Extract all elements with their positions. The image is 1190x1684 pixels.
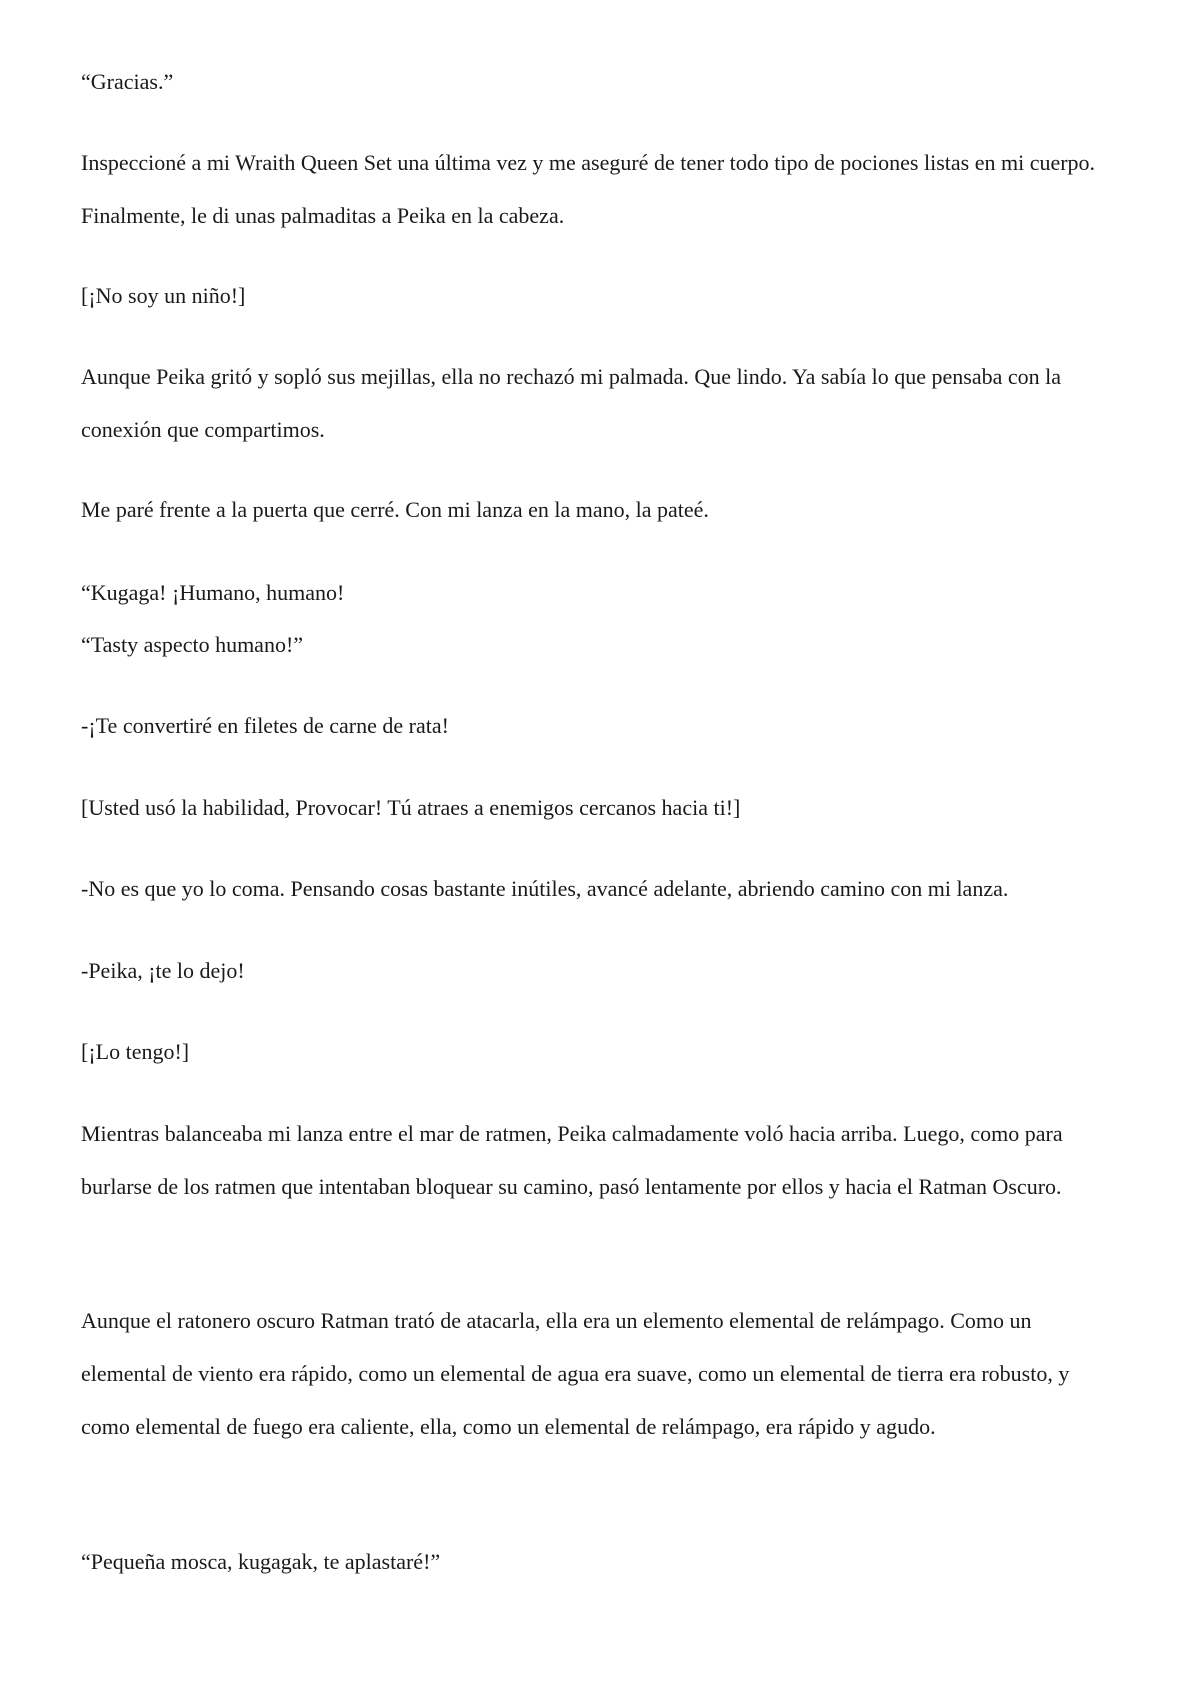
paragraph-10: -No es que yo lo coma. Pensando cosas bastante inútiles, avancé adelante, abriendo camino con mi lanza.: [81, 876, 1009, 901]
paragraph-11: -Peika, ¡te lo dejo!: [81, 958, 245, 983]
paragraph-4: Aunque Peika gritó y sopló sus mejillas, ella no rechazó mi palmada. Que lindo. Ya sabía lo que pensaba con la conexión que compartimos.: [81, 364, 1061, 442]
paragraph-1: “Gracias.”: [81, 69, 174, 94]
paragraph-15: “Pequeña mosca, kugagak, te aplastaré!”: [81, 1549, 441, 1574]
paragraph-6: “Kugaga! ¡Humano, humano!: [81, 580, 345, 605]
paragraph-13: Mientras balanceaba mi lanza entre el mar de ratmen, Peika calmadamente voló hacia arriba. Luego, como para burlarse de los ratmen que intentaban bloquear su camino, pasó lentamente por ellos y hacia el Ratman Oscuro.: [81, 1121, 1063, 1199]
paragraph-8: -¡Te convertiré en filetes de carne de rata!: [81, 713, 449, 738]
paragraph-12: [¡Lo tengo!]: [81, 1039, 190, 1064]
paragraph-7: “Tasty aspecto humano!”: [81, 632, 304, 657]
paragraph-2: Inspeccioné a mi Wraith Queen Set una última vez y me aseguré de tener todo tipo de pociones listas en mi cuerpo. Finalmente, le di unas palmaditas a Peika en la cabeza.: [81, 150, 1096, 228]
paragraph-14: Aunque el ratonero oscuro Ratman trató de atacarla, ella era un elemento elemental de relámpago. Como un elemental de viento era rápido, como un elemental de agua era suave, como un elemental de tierra era robusto, y como elemental de fuego era caliente, ella, como un elemental de relámpago, era rápido y agudo.: [81, 1308, 1070, 1439]
paragraph-5: Me paré frente a la puerta que cerré. Con mi lanza en la mano, la pateé.: [81, 497, 709, 522]
paragraph-3: [¡No soy un niño!]: [81, 283, 246, 308]
paragraph-9: [Usted usó la habilidad, Provocar! Tú atraes a enemigos cercanos hacia ti!]: [81, 795, 741, 820]
